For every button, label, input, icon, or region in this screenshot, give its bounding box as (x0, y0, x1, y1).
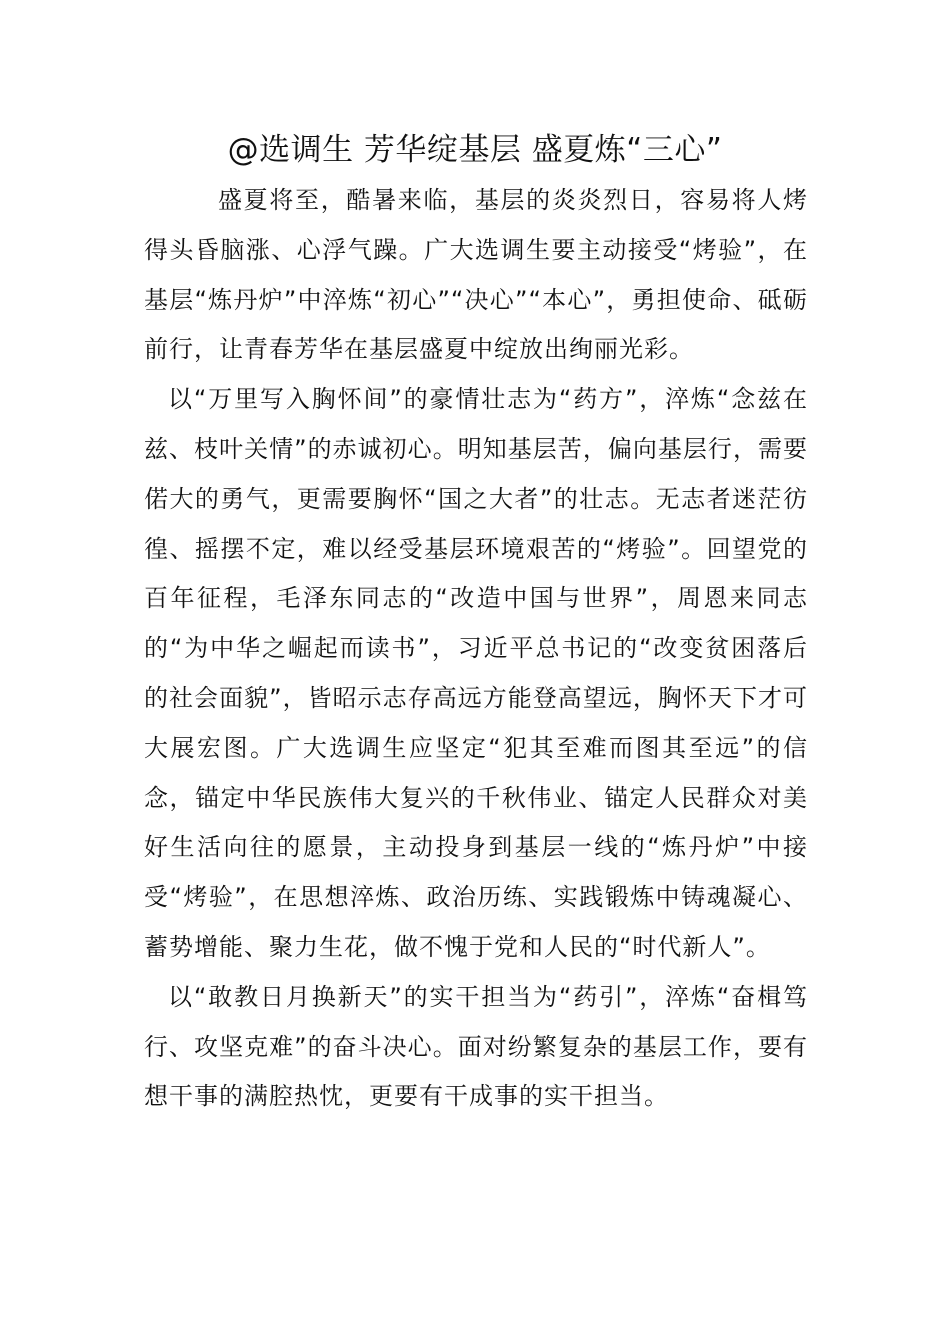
paragraph-3: 以“敢教日月换新天”的实干担当为“药引”，淬炼“奋楫笃行、攻坚克难”的奋斗决心。面对纷繁复杂的基层工作，要有想干事的满腔热忱，更要有干成事的实干担当。 (144, 982, 808, 1111)
document-title: @选调生 芳华绽基层 盛夏炼“三心” (227, 132, 723, 168)
document-body (144, 176, 808, 1122)
paragraph-1: 盛夏将至，酷暑来临，基层的炎炎烈日，容易将人烤得头昏脑涨、心浮气躁。广大选调生要主动接受“烤验”，在基层“炼丹炉”中淬炼“初心”“决心”“本心”，勇担使命、砥砺前行，让青春芳华在基层盛夏中绽放出绚丽光彩。 (144, 186, 808, 364)
paragraph-2: 以“万里写入胸怀间”的豪情壮志为“药方”，淬炼“念兹在兹、枝叶关情”的赤诚初心。明知基层苦，偏向基层行，需要偌大的勇气，更需要胸怀“国之大者”的壮志。无志者迷茫彷徨、摇摆不定，难以经受基层环境艰苦的“烤验”。回望党的百年征程，毛泽东同志的“改造中国与世界”，周恩来同志的“为中华之崛起而读书”，习近平总书记的“改变贫困落后的社会面貌”，皆昭示志存高远方能登高望远，胸怀天下才可大展宏图。广大选调生应坚定“犯其至难而图其至远”的信念，锚定中华民族伟大复兴的千秋伟业、锚定人民群众对美好生活向往的愿景，主动投身到基层一线的“炼丹炉”中接受“烤验”，在思想淬炼、政治历练、实践锻炼中铸魂凝心、蓄势增能、聚力生花，做不愧于党和人民的“时代新人”。 (144, 385, 808, 961)
